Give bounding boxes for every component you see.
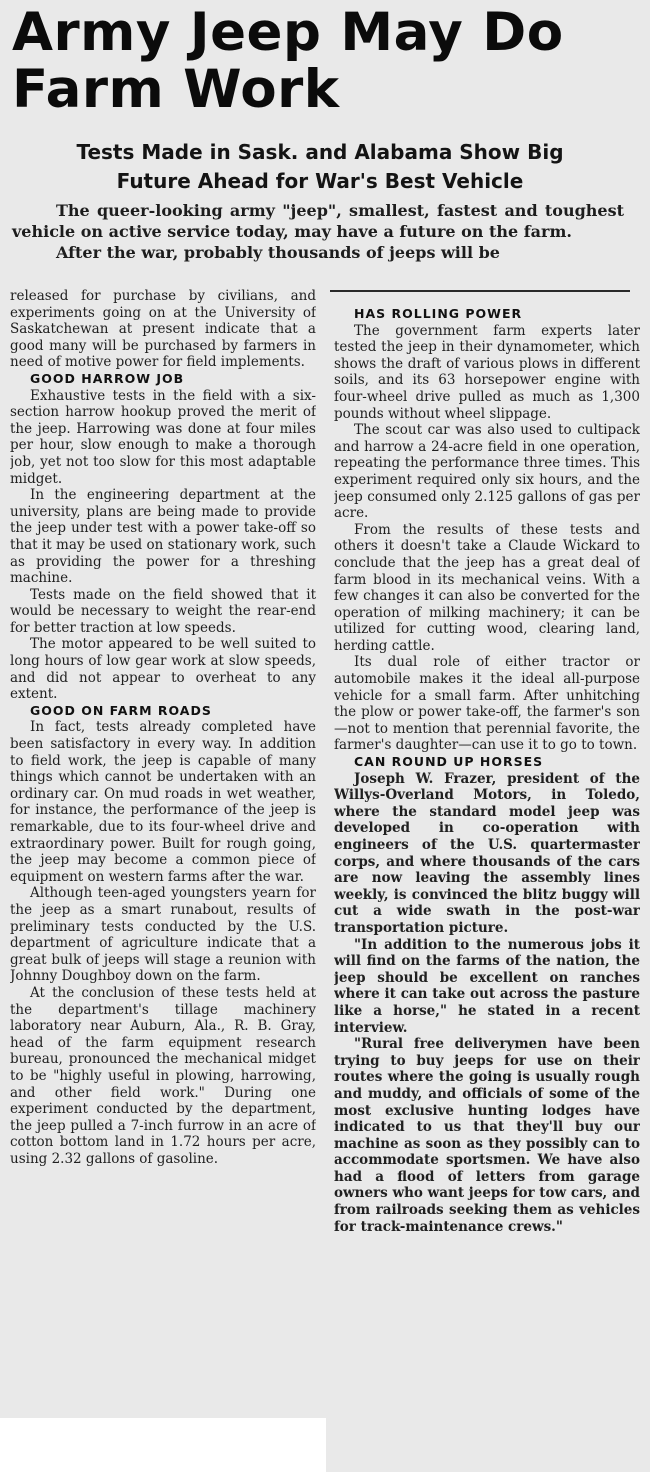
body-paragraph: Although teen-aged youngsters yearn for the jeep as a smart runabout, results of preliminary tests conducted by the U.S. department of agriculture indicate that a great bulk of jeeps will stage a reunion with Johnny Doughboy down on the farm. xyxy=(10,885,316,985)
body-paragraph: Tests made on the field showed that it would be necessary to weight the rear-end for better traction at low speeds. xyxy=(10,586,316,636)
lead-paragraph: The queer-looking army "jeep", smallest, fastest and toughest vehicle on active service today, may have a future on the farm. xyxy=(12,201,624,241)
body-paragraph: The motor appeared to be well suited to long hours of low gear work at slow speeds, and did not appear to overheat to any extent. xyxy=(10,636,316,703)
lead-paragraph: After the war, probably thousands of jeeps will be xyxy=(56,243,500,262)
headline: Army Jeep May Do Farm Work xyxy=(12,2,564,120)
body-paragraph: "In addition to the numerous jobs it will find on the farms of the nation, the jeep should be excellent on ranches where it can take out across the pasture like a horse," he stated in a recent interview. xyxy=(334,936,640,1036)
body-paragraph: In fact, tests already completed have been satisfactory in every way. In addition to field work, the jeep is capable of many things which cannot be undertaken with an ordinary car. On mud roads in wet weather, for instance, the performance of the jeep is remarkable, due to its four-wheel drive and extraordinary power. Built for rough going, the jeep may become a common piece of equipment on western farms after the war. xyxy=(10,719,316,885)
body-paragraph: At the conclusion of these tests held at the department's tillage machinery laboratory near Auburn, Ala., R. B. Gray, head of the farm equipment research bureau, pronounced the mechanical midget to be "highly useful in plowing, harrowing, and other field work." During one experiment conducted by the department, the jeep pulled a 7-inch furrow in an acre of cotton bottom land in 1.72 hours per acre, using 2.32 gallons of gasoline. xyxy=(10,984,316,1167)
body-paragraph: Joseph W. Frazer, president of the Willys-Overland Motors, in Toledo, where the standard model jeep was developed in co-operation with engineers of the U.S. quartermaster corps, and where thousands of the cars are now leaving the assembly lines weekly, is convinced the blitz buggy will cut a wide swath in the post-war transportation picture. xyxy=(334,770,640,936)
deck-subheadline: Tests Made in Sask. and Alabama Show Big Future Ahead for War's Best Vehicle xyxy=(76,140,564,193)
section-subhead: GOOD ON FARM ROADS xyxy=(30,702,212,718)
body-paragraph: From the results of these tests and others it doesn't take a Claude Wickard to conclude that the jeep has a great deal of farm blood in its mechanical veins. With a few changes it can also be converted for the operation of milking machinery; it can be utilized for cutting wood, clearing land, herding cattle. xyxy=(334,521,640,654)
body-paragraph: "Rural free deliverymen have been trying to buy jeeps for use on their routes where the going is usually rough and muddy, and officials of some of the most exclusive hunting lodges have indicated to us that they'll buy our machine as soon as they possibly can to accommodate sportsmen. We have also had a flood of letters from garage owners who want jeeps for tow cars, and from railroads seeking them as vehicles for track-maintenance crews." xyxy=(334,1036,640,1235)
body-paragraph: The government farm experts later tested the jeep in their dynamometer, which shows the draft of various plows in different soils, and its 63 horsepower engine with four-wheel drive pulled as much as 1,300 pounds without wheel slippage. xyxy=(334,322,640,422)
section-subhead: HAS ROLLING POWER xyxy=(354,306,523,321)
section-subhead: GOOD HARROW JOB xyxy=(30,370,185,386)
left-column xyxy=(10,288,316,1418)
body-paragraph: released for purchase by civilians, and experiments going on at the University of Saskatchewan at present indicate that a good many will be purchased by farmers in need of motive power for field implements. xyxy=(10,288,316,371)
page-margin xyxy=(0,1418,326,1472)
body-paragraph: Exhaustive tests in the field with a six-section harrow hookup proved the merit of the jeep. Harrowing was done at four miles per hour, slow enough to make a thorough job, yet not too slow for this most adaptable midget. xyxy=(10,387,316,487)
column-rule xyxy=(330,290,630,292)
body-paragraph: In the engineering department at the university, plans are being made to provide the jeep under test with a power take-off so that it may be used on stationary work, such as providing the power for a threshing machine. xyxy=(10,487,316,587)
body-paragraph: The scout car was also used to cultipack and harrow a 24-acre field in one operation, repeating the performance three times. This experiment required only six hours, and the jeep consumed only 2.125 gallons of gas per acre. xyxy=(334,422,640,522)
right-column xyxy=(334,306,640,1466)
lead-paragraphs xyxy=(12,200,624,263)
body-paragraph: Its dual role of either tractor or automobile makes it the ideal all-purpose vehicle for a small farm. After unhitching the plow or power take-off, the farmer's son—not to mention that perennial favorite, the farmer's daughter—can use it to go to town. xyxy=(334,654,640,754)
section-subhead: CAN ROUND UP HORSES xyxy=(354,754,544,770)
